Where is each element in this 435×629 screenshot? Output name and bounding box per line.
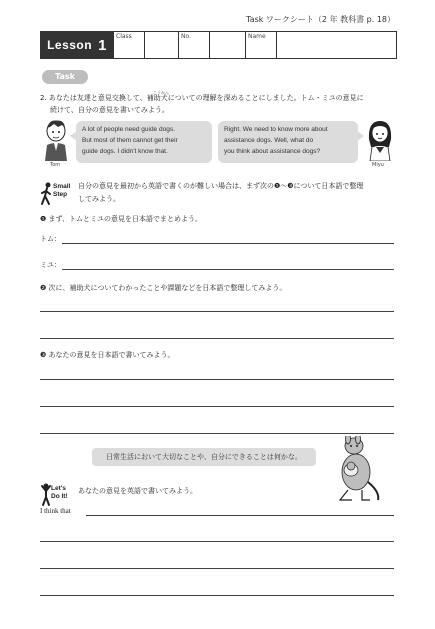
q3-answer-line[interactable] [40,406,394,407]
name-cell[interactable] [245,32,276,58]
lesson-number: 1 [98,36,107,54]
tom-answer-line[interactable] [62,243,394,244]
walking-figure-icon [40,182,54,206]
question-2: ❷ 次に、補助犬についてわかったことや課題などを日本語で整理してみよう。 [40,284,287,292]
q2-answer-line[interactable] [40,338,394,339]
small-step-icon: Small Step [40,181,76,207]
lesson-header-bar [40,31,397,59]
small-step-text: 自分の意見を最初から英語で書くのが難しい場合は、まず次の❶～❸について日本語で整理 してみよう。 [78,182,364,203]
class-cell[interactable] [113,32,144,58]
q2-answer-line[interactable] [40,311,394,312]
q3-answer-line[interactable] [40,379,394,380]
no-cell[interactable] [178,32,209,58]
lets-do-it-text: あなたの意見を英語で書いてみよう。 [78,487,197,495]
question-1: ❶ まず、トムとミユの意見を日本語でまとめよう。 [40,215,202,223]
ruby-annotation: こうかん [153,90,169,95]
worksheet-title: Task ワークシート（2 年 教科書 p. 18） [246,15,395,24]
task-instruction: こうかん 2. あなたは友達と意見交換して、補助犬についての理解を深めることにしました。トム・ミユの意見に 続けて、自分の意見を書いてみよう。 [40,92,396,116]
class-label: Class [116,33,132,40]
i-think-prompt: I think that [40,507,71,515]
english-answer-line[interactable] [40,595,394,596]
miyu-name: Miyu [372,162,384,168]
class-value-cell[interactable] [144,32,178,58]
miyu-answer-line[interactable] [62,269,394,270]
lesson-label: Lesson 1 [41,32,113,58]
hint-box: 日常生活において大切なことや、自分にできることは何かな。 [92,448,316,466]
no-value-cell[interactable] [209,32,245,58]
no-label: No. [181,33,191,40]
english-answer-line[interactable] [40,541,394,542]
lets-do-it-icon: Let's Do It! [40,483,76,507]
name-label: Name [248,33,266,40]
miyu-avatar-icon [366,119,394,161]
name-value-cell[interactable] [276,32,396,58]
kangaroo-mascot-icon [326,436,382,502]
tom-speech-bubble: A lot of people need guide dogs. But most of them cannot get their guide dogs. I didn't know that. [76,121,212,163]
q3-answer-line[interactable] [40,433,394,434]
miyu-speech-bubble: Right. We need to know more about assistance dogs. Well, what do you think about assistance dogs? [218,121,358,163]
tom-name: Tom [50,162,61,168]
english-answer-line[interactable] [86,515,394,516]
tom-field-label: トム： [40,235,61,243]
question-3: ❸ あなたの意見を日本語で書いてみよう。 [40,351,175,359]
task-badge: Task [42,70,88,84]
english-answer-line[interactable] [40,568,394,569]
miyu-field-label: ミユ： [40,261,61,269]
tom-avatar-icon [42,119,70,161]
